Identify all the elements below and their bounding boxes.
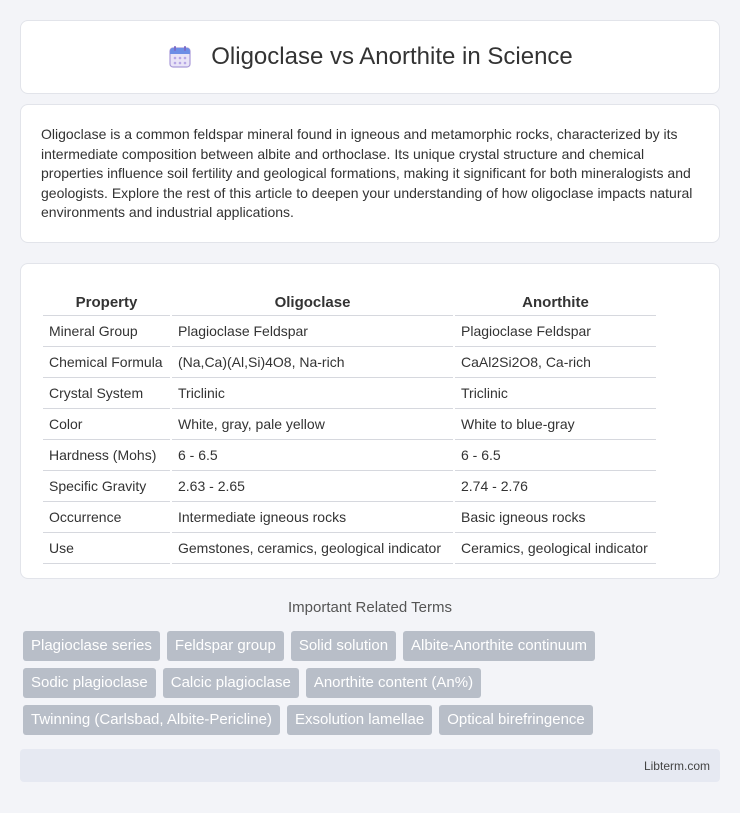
table-cell: Chemical Formula: [43, 347, 170, 378]
table-cell: 2.74 - 2.76: [455, 471, 656, 502]
term-tag[interactable]: Anorthite content (An%): [306, 668, 481, 698]
table-cell: 6 - 6.5: [455, 440, 656, 471]
related-terms-heading: Important Related Terms: [288, 599, 452, 616]
term-tag[interactable]: Calcic plagioclase: [163, 668, 299, 698]
table-cell: Triclinic: [455, 378, 656, 409]
footer: [20, 749, 720, 782]
table-cell: White to blue-gray: [455, 409, 656, 440]
term-tag[interactable]: Twinning (Carlsbad, Albite-Pericline): [23, 705, 280, 735]
calendar-icon: [167, 44, 193, 70]
footer-site-link[interactable]: Libterm.com: [643, 758, 710, 773]
table-cell: Crystal System: [43, 378, 170, 409]
term-tag[interactable]: Feldspar group: [167, 631, 284, 661]
page-title: Oligoclase vs Anorthite in Science: [211, 43, 573, 70]
term-tag[interactable]: Solid solution: [291, 631, 396, 661]
table-cell: Intermediate igneous rocks: [172, 502, 453, 533]
title-card: [20, 20, 720, 94]
table-cell: Occurrence: [43, 502, 170, 533]
table-cell: Use: [43, 533, 170, 564]
table-row: [43, 471, 656, 502]
intro-paragraph: Oligoclase is a common feldspar mineral found in igneous and metamorphic rocks, characterized by its intermediate composition between albite and orthoclase. Its unique crystal structure and chemical properties influence soil fertility and geological formations, making it significant for both mineralogists and geologists. Explore the rest of this article to deepen your understanding of how oligoclase impacts natural environments and industrial applications.: [41, 126, 693, 221]
table-cell: Plagioclase Feldspar: [172, 316, 453, 347]
comparison-card: [20, 263, 720, 579]
table-cell: 6 - 6.5: [172, 440, 453, 471]
term-tag[interactable]: Sodic plagioclase: [23, 668, 156, 698]
comparison-table: [41, 286, 658, 564]
table-row: [43, 347, 656, 378]
table-cell: Gemstones, ceramics, geological indicator: [172, 533, 453, 564]
header-anorthite: Anorthite: [455, 286, 656, 316]
table-cell: (Na,Ca)(Al,Si)4O8, Na-rich: [172, 347, 453, 378]
table-row: [43, 440, 656, 471]
table-cell: Specific Gravity: [43, 471, 170, 502]
related-terms-list: [23, 631, 723, 735]
table-cell: Triclinic: [172, 378, 453, 409]
table-cell: 2.63 - 2.65: [172, 471, 453, 502]
table-cell: White, gray, pale yellow: [172, 409, 453, 440]
term-tag[interactable]: Exsolution lamellae: [287, 705, 432, 735]
header-property: Property: [43, 286, 170, 316]
intro-card: [20, 104, 720, 243]
term-tag[interactable]: Albite-Anorthite continuum: [403, 631, 595, 661]
table-cell: Mineral Group: [43, 316, 170, 347]
term-tag[interactable]: Plagioclase series: [23, 631, 160, 661]
table-row: [43, 533, 656, 564]
table-cell: Color: [43, 409, 170, 440]
table-cell: Plagioclase Feldspar: [455, 316, 656, 347]
table-cell: Basic igneous rocks: [455, 502, 656, 533]
table-cell: Ceramics, geological indicator: [455, 533, 656, 564]
table-header-row: [43, 286, 656, 316]
table-row: [43, 409, 656, 440]
term-tag[interactable]: Optical birefringence: [439, 705, 593, 735]
table-cell: Hardness (Mohs): [43, 440, 170, 471]
table-cell: CaAl2Si2O8, Ca-rich: [455, 347, 656, 378]
table-row: [43, 502, 656, 533]
table-row: [43, 316, 656, 347]
header-oligoclase: Oligoclase: [172, 286, 453, 316]
title-wrap: [167, 43, 573, 71]
table-row: [43, 378, 656, 409]
